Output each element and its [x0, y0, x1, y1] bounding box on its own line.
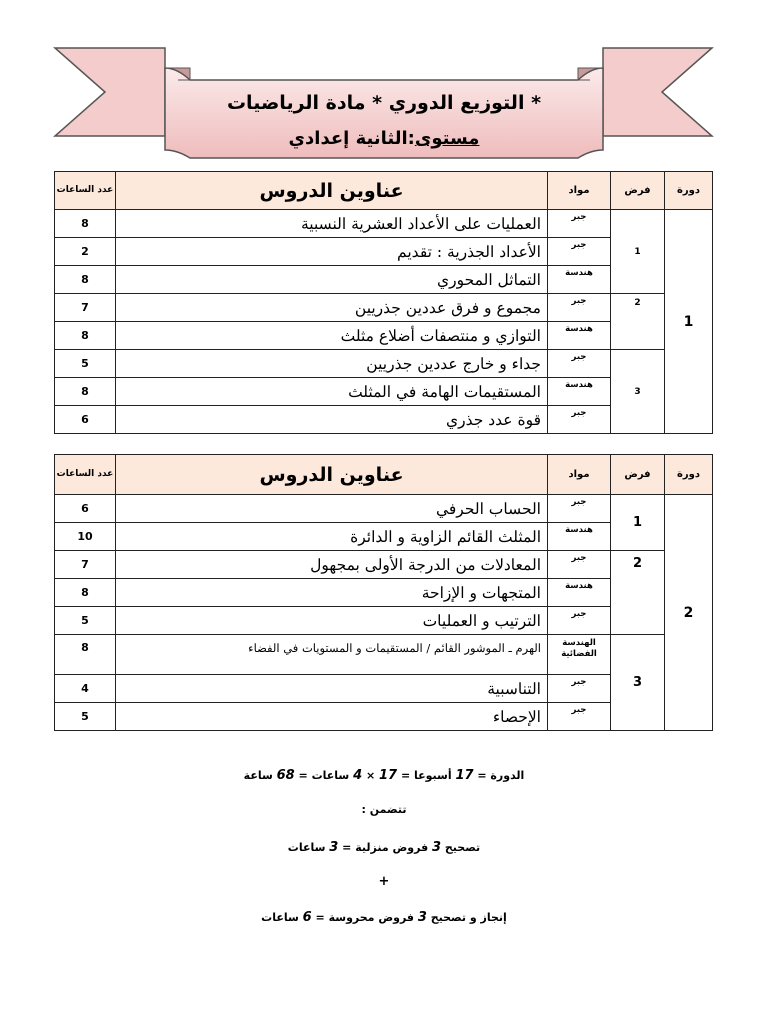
hours-cell: 6	[55, 495, 116, 523]
note-number: 3	[329, 840, 339, 855]
lesson-cell: الإحصاء	[116, 703, 548, 731]
note-text: ساعة	[243, 769, 277, 782]
lesson-cell: المعادلات من الدرجة الأولى بمجهول	[116, 551, 548, 579]
lesson-cell: الأعداد الجذرية : تقديم	[116, 238, 548, 266]
hours-cell: 5	[55, 350, 116, 378]
lesson-cell: المثلث القائم الزاوية و الدائرة	[116, 523, 548, 551]
subject-cell: هندسة	[548, 322, 611, 350]
test-cell: 3	[611, 350, 665, 434]
test-cell: 2	[611, 294, 665, 350]
exam-correction-note	[0, 910, 768, 925]
note-number: 4	[353, 768, 363, 783]
note-number: 3	[431, 840, 442, 855]
lesson-cell: مجموع و فرق عددين جذريين	[116, 294, 548, 322]
test-cell: 3	[611, 635, 665, 731]
subject-cell: هندسة	[548, 266, 611, 294]
lessons-header: عناوين الدروس	[116, 172, 548, 210]
hours-cell: 8	[55, 210, 116, 238]
note-text: ساعات =	[294, 769, 354, 782]
test-cell: 1	[611, 210, 665, 294]
table-header-row	[55, 172, 713, 210]
level-subtitle	[165, 128, 603, 149]
lesson-cell: المستقيمات الهامة في المثلث	[116, 378, 548, 406]
note-text: أسبوعا =	[397, 769, 456, 782]
cycle-cell: 2	[665, 495, 713, 731]
test-header: فرض	[611, 172, 665, 210]
subject-cell: جبر	[548, 210, 611, 238]
subject-cell: هندسة	[548, 579, 611, 607]
subject-cell: الهندسة الفضائية	[548, 635, 611, 675]
level-label: مستوى	[414, 128, 480, 149]
level-value: :الثانية إعدادي	[288, 128, 415, 149]
subject-cell: جبر	[548, 406, 611, 434]
table-row	[55, 350, 713, 378]
note-number: 17	[455, 768, 474, 783]
subject-cell: هندسة	[548, 378, 611, 406]
hours-cell: 8	[55, 266, 116, 294]
hours-cell: 7	[55, 294, 116, 322]
subject-cell: هندسة	[548, 523, 611, 551]
hours-header: عدد الساعات	[55, 172, 116, 210]
subject-cell: جبر	[548, 238, 611, 266]
note-text: فروض محروسة =	[311, 911, 418, 924]
page-title: * التوزيع الدوري * مادة الرياضيات	[226, 92, 542, 114]
subject-cell: جبر	[548, 495, 611, 523]
lesson-cell: التماثل المحوري	[116, 266, 548, 294]
lesson-cell: قوة عدد جذري	[116, 406, 548, 434]
subject-cell: جبر	[548, 294, 611, 322]
subject-cell: جبر	[548, 607, 611, 635]
banner-left-tail	[55, 48, 165, 136]
table-row	[55, 210, 713, 238]
cycle-header: دورة	[665, 172, 713, 210]
note-text: تصحيح	[441, 841, 481, 854]
lesson-cell: الهرم ـ الموشور القائم / المستقيمات و المستويات في الفضاء	[116, 635, 548, 675]
banner-right-tail	[603, 48, 712, 136]
hours-cell: 8	[55, 378, 116, 406]
lesson-cell: العمليات على الأعداد العشرية النسبية	[116, 210, 548, 238]
hours-cell: 5	[55, 607, 116, 635]
note-number: 17	[379, 768, 398, 783]
lesson-cell: الترتيب و العمليات	[116, 607, 548, 635]
cycle-duration-note	[0, 768, 768, 783]
hours-cell: 2	[55, 238, 116, 266]
note-text: ×	[362, 769, 380, 782]
hours-cell: 8	[55, 579, 116, 607]
note-number: 6	[302, 910, 312, 925]
table-row	[55, 495, 713, 523]
subject-cell: جبر	[548, 350, 611, 378]
hours-cell: 6	[55, 406, 116, 434]
cycle-cell: 1	[665, 210, 713, 434]
test-cell: 1	[611, 495, 665, 551]
test-header: فرض	[611, 455, 665, 495]
note-text: الدورة =	[473, 769, 525, 782]
includes-note: تتضمن :	[361, 803, 407, 816]
test-cell: 2	[611, 551, 665, 635]
note-text: إنجاز و تصحيح	[426, 911, 507, 924]
lesson-cell: جداء و خارج عددين جذريين	[116, 350, 548, 378]
hours-cell: 8	[55, 635, 116, 675]
note-text: فروض منزلية =	[338, 841, 432, 854]
table-row	[55, 551, 713, 579]
hours-cell: 10	[55, 523, 116, 551]
plus-sign: +	[378, 874, 390, 889]
subject-cell: جبر	[548, 675, 611, 703]
hours-cell: 5	[55, 703, 116, 731]
lesson-cell: المتجهات و الإزاحة	[116, 579, 548, 607]
subject-header: مواد	[548, 172, 611, 210]
note-number: 68	[276, 768, 295, 783]
subject-cell: جبر	[548, 551, 611, 579]
note-text: ساعات	[261, 911, 303, 924]
hours-header: عدد الساعات	[55, 455, 116, 495]
cycle-1-table	[54, 171, 713, 434]
hours-cell: 4	[55, 675, 116, 703]
note-text: ساعات	[287, 841, 330, 854]
subject-cell: جبر	[548, 703, 611, 731]
lesson-cell: التوازي و منتصفات أضلاع مثلث	[116, 322, 548, 350]
lesson-cell: الحساب الحرفي	[116, 495, 548, 523]
hours-cell: 7	[55, 551, 116, 579]
table-row	[55, 635, 713, 675]
lessons-header: عناوين الدروس	[116, 455, 548, 495]
cycle-2-table	[54, 454, 713, 731]
table-header-row	[55, 455, 713, 495]
homework-correction-note	[0, 840, 768, 855]
subject-header: مواد	[548, 455, 611, 495]
cycle-header: دورة	[665, 455, 713, 495]
hours-cell: 8	[55, 322, 116, 350]
table-row	[55, 294, 713, 322]
lesson-cell: التناسبية	[116, 675, 548, 703]
note-number: 3	[417, 910, 427, 925]
